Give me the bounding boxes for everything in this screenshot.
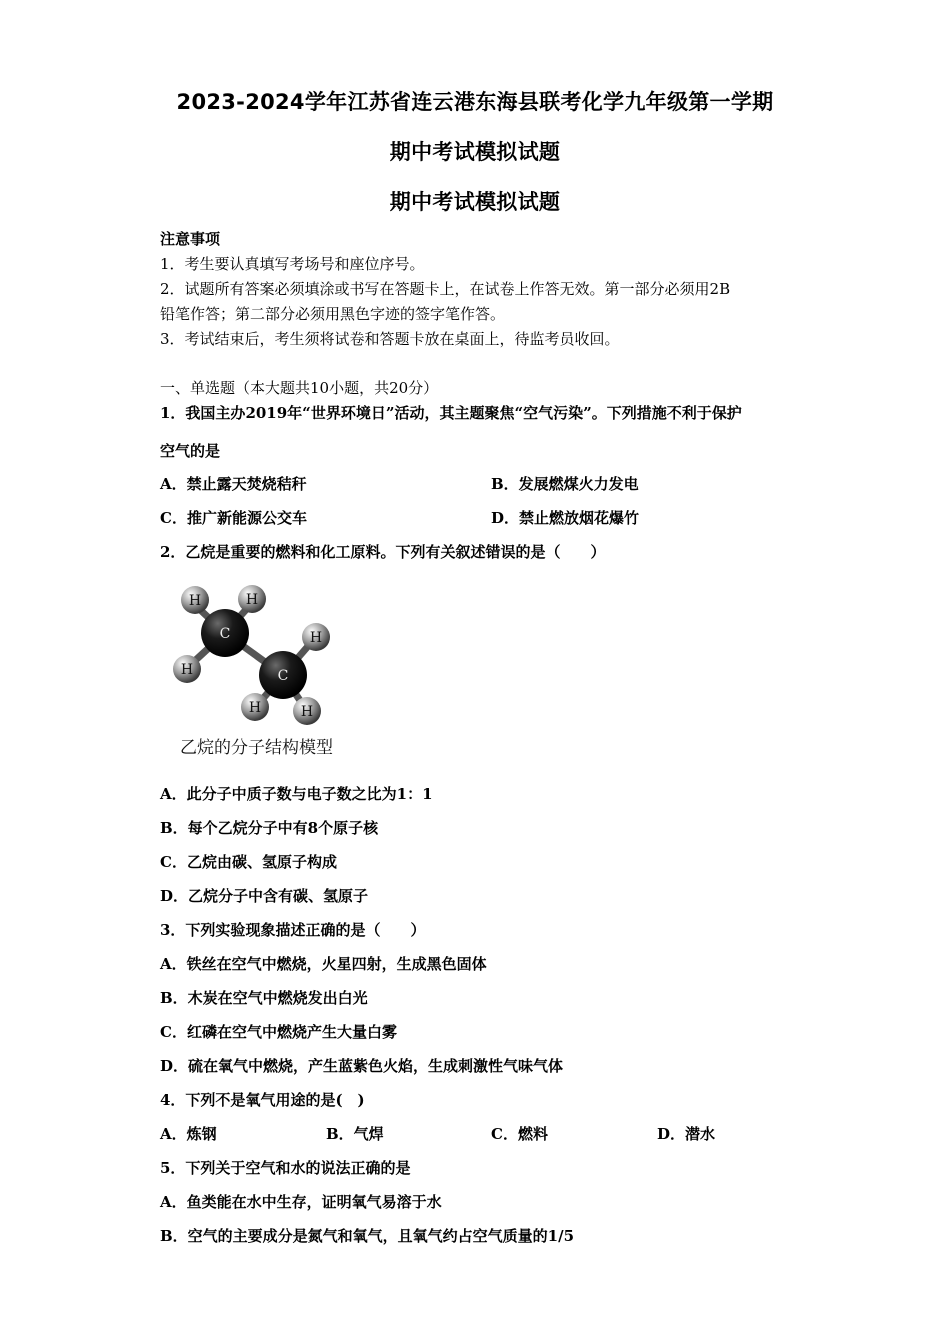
q3-option-a: A．铁丝在空气中燃烧，火星四射，生成黑色固体: [160, 955, 487, 973]
q4-option-d: D．潜水: [657, 1125, 716, 1143]
q2-option-c: C．乙烷由碳、氢原子构成: [160, 853, 337, 871]
q5-option-a: A．鱼类能在水中生存，证明氧气易溶于水: [160, 1193, 442, 1211]
q1-option-c: C．推广新能源公交车: [160, 509, 307, 527]
q1-stem-a: 1．我国主办2019年“世界环境日”活动，其主题聚焦“空气污染”。下列措施不利于保护: [160, 404, 742, 422]
atom-label-h: H: [188, 593, 202, 609]
notice-item-1: 1．考生要认真填写考场号和座位序号。: [160, 255, 425, 273]
q2-stem: 2．乙烷是重要的燃料和化工原料。下列有关叙述错误的是（ ）: [160, 543, 606, 561]
atom-label-h: H: [309, 630, 323, 646]
q3-option-d: D．硫在氧气中燃烧，产生蓝紫色火焰，生成刺激性气味气体: [160, 1057, 564, 1075]
molecule-caption: 乙烷的分子结构模型: [180, 738, 333, 758]
notice-heading: 注意事项: [160, 230, 221, 248]
q3-option-c: C．红磷在空气中燃烧产生大量白雾: [160, 1023, 397, 1041]
q3-option-b: B．木炭在空气中燃烧发出白光: [160, 989, 368, 1007]
atom-label-h: H: [300, 704, 314, 720]
notice-item-2b: 铅笔作答；第二部分必须用黑色字迹的签字笔作答。: [160, 305, 506, 323]
q4-option-b: B．气焊: [326, 1125, 384, 1143]
q1-stem-b: 空气的是: [160, 442, 221, 460]
exam-title-line3: 期中考试模拟试题: [389, 190, 561, 214]
q4-option-a: A．炼钢: [160, 1125, 217, 1143]
ethane-molecule-model: [165, 578, 345, 730]
q3-stem: 3．下列实验现象描述正确的是（ ）: [160, 921, 426, 939]
q1-option-b: B．发展燃煤火力发电: [491, 475, 639, 493]
notice-item-2a: 2．试题所有答案必须填涂或书写在答题卡上，在试卷上作答无效。第一部分必须用2B: [160, 280, 731, 298]
q4-option-c: C．燃料: [491, 1125, 548, 1143]
atom-label-h: H: [180, 662, 194, 678]
q5-option-b: B．空气的主要成分是氮气和氧气，且氧气约占空气质量的1/5: [160, 1227, 575, 1245]
atom-label-c: C: [219, 626, 231, 642]
section-heading: 一、单选题（本大题共10小题，共20分）: [160, 379, 439, 397]
atom-label-c: C: [277, 668, 289, 684]
q1-option-d: D．禁止燃放烟花爆竹: [491, 509, 640, 527]
notice-item-3: 3．考试结束后，考生须将试卷和答题卡放在桌面上，待监考员收回。: [160, 330, 620, 348]
q5-stem: 5．下列关于空气和水的说法正确的是: [160, 1159, 411, 1177]
q2-option-d: D．乙烷分子中含有碳、氢原子: [160, 887, 369, 905]
q2-option-b: B．每个乙烷分子中有8个原子核: [160, 819, 379, 837]
q1-option-a: A．禁止露天焚烧秸秆: [160, 475, 307, 493]
atom-label-h: H: [245, 592, 259, 608]
exam-title-line1: 2023-2024学年江苏省连云港东海县联考化学九年级第一学期: [176, 90, 774, 114]
q4-stem: 4．下列不是氧气用途的是( ): [160, 1091, 365, 1109]
q2-option-a: A．此分子中质子数与电子数之比为1：1: [160, 785, 433, 803]
atom-label-h: H: [248, 700, 262, 716]
exam-title-line2: 期中考试模拟试题: [389, 140, 561, 164]
